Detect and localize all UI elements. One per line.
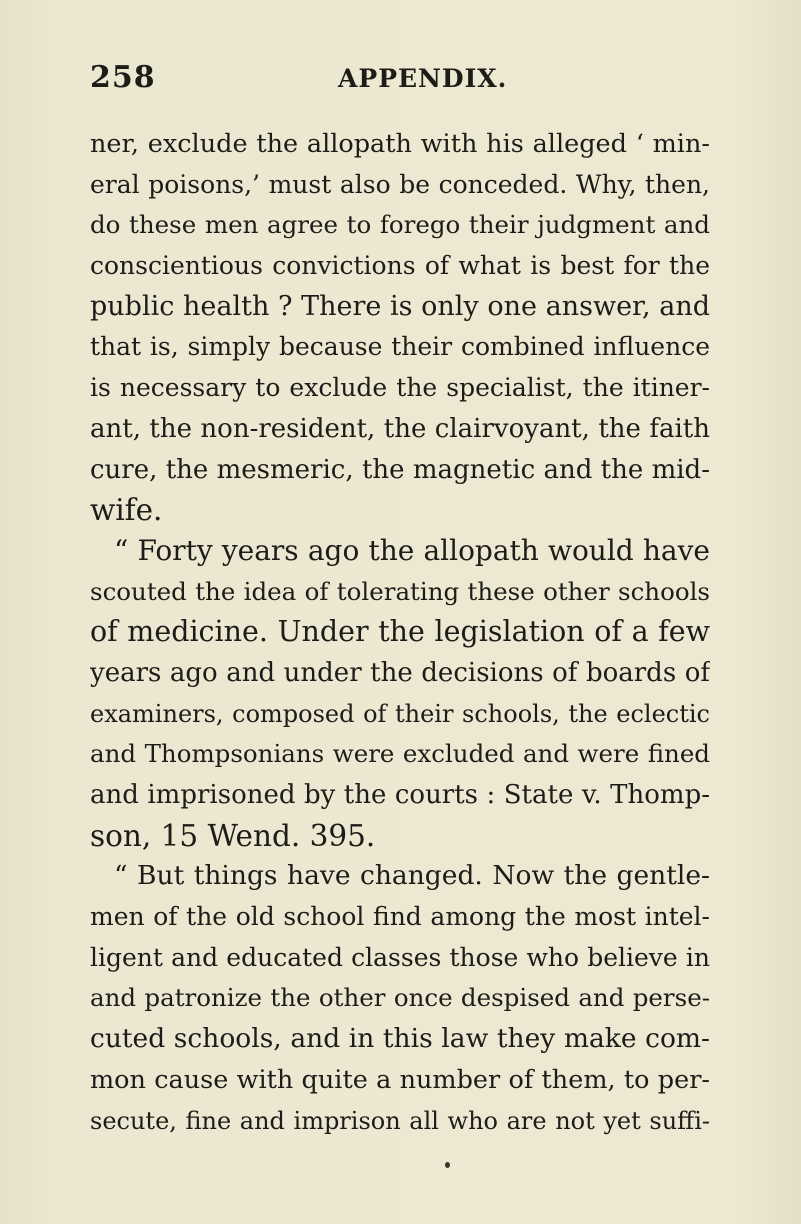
- text-line: of medicine. Under the legislation of a few: [90, 615, 710, 649]
- text-line: and Thompsonians were excluded and were fined: [90, 739, 710, 769]
- text-line: ligent and educated classes those who believe in: [90, 942, 710, 972]
- text-line: ant, the non-resident, the clairvoyant, the faith: [90, 413, 710, 444]
- text-line: and patronize the other once despised and perse-: [90, 983, 710, 1013]
- text-line: secute, fine and imprison all who are not yet suffi-: [90, 1106, 710, 1135]
- text-line: cuted schools, and in this law they make com-: [90, 1023, 710, 1055]
- ink-speck: [445, 1162, 450, 1168]
- text-line: public health ? There is only one answer, and: [90, 290, 710, 322]
- running-head: APPENDIX.: [338, 64, 508, 93]
- text-line: conscientious convictions of what is best for the: [90, 251, 710, 281]
- text-line: cure, the mesmeric, the magnetic and the mid-: [90, 454, 710, 485]
- text-line: and imprisoned by the courts : State v. Thomp-: [90, 780, 710, 810]
- text-line: “ Forty years ago the allopath would have: [114, 533, 710, 567]
- text-line: men of the old school find among the most intel-: [90, 902, 710, 932]
- text-line: scouted the idea of tolerating these other schools: [90, 576, 710, 606]
- text-line: eral poisons,’ must also be conceded. Why, then,: [90, 169, 710, 199]
- text-line: son, 15 Wend. 395.: [90, 818, 376, 853]
- text-line: “ But things have changed. Now the gentle-: [114, 860, 710, 892]
- text-line: examiners, composed of their schools, the eclectic: [90, 699, 710, 728]
- page-number: 258: [90, 60, 156, 95]
- text-line: ner, exclude the allopath with his alleged ‘ min-: [90, 129, 710, 159]
- text-line: years ago and under the decisions of boards of: [90, 657, 710, 688]
- text-line: do these men agree to forego their judgment and: [90, 210, 710, 240]
- text-line: mon cause with quite a number of them, to per-: [90, 1064, 710, 1095]
- body-text: [90, 124, 710, 1141]
- text-line: that is, simply because their combined influence: [90, 332, 710, 362]
- text-line: is necessary to exclude the specialist, the itiner-: [90, 373, 710, 403]
- page-header: [90, 60, 710, 96]
- text-line: wife.: [90, 493, 163, 528]
